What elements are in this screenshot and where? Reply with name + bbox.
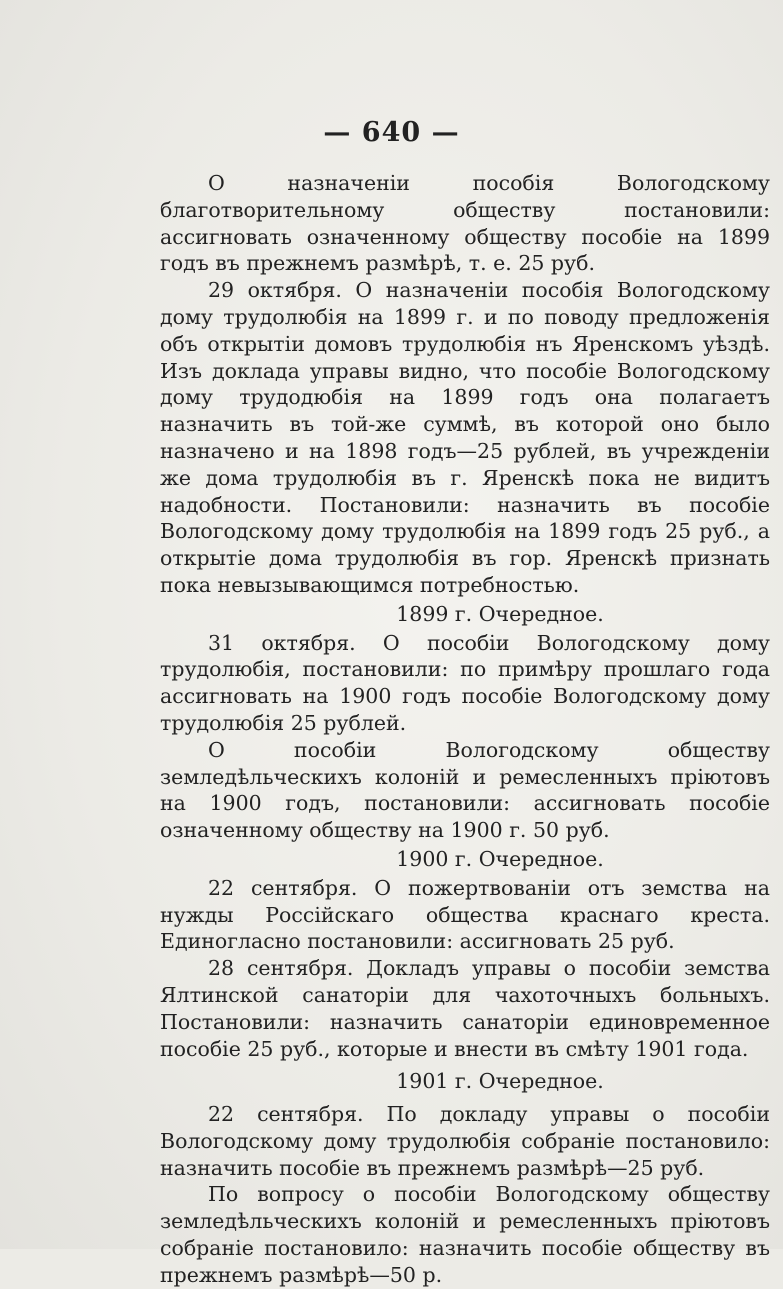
paragraph-2: 29 октября. О назначенiи пособiя Вологодскому дому трудолюбiя на 1899 г. и по поводу предложенiя объ открытiи домовъ трудолюбiя нъ Яренскомъ уѣздѣ. Изъ доклада управы видно, что пособiе Вологодскому дому трудодюбiя на 1899 годъ она полагаетъ назначить въ той-же суммѣ, въ которой оно было назначено и на 1898 годъ—25 рублей, въ учрежденiи же дома трудолюбiя въ г. Яренскѣ пока не видитъ надобности. Постановили: назначить въ пособiе Вологодскому дому трудолюбiя на 1899 годъ 25 руб., а открытiе дома трудолюбiя въ гор. Яренскѣ признать пока невызывающимся потребностью. — [160, 278, 770, 597]
paragraph-3: 31 октября. О пособiи Вологодскому дому трудолюбiя, постановили: по примѣру прошлаго года ассигновать на 1900 годъ пособiе Вологодскому дому трудолюбiя 25 рублей. — [160, 630, 770, 735]
paragraph-1: О назначенiи пособiя Вологодскому благотворительному обществу постановили: ассигновать означенному обществу пособiе на 1899 годъ въ прежнемъ размѣрѣ, т. е. 25 руб. — [160, 171, 770, 276]
section-heading-1899: 1899 г. Очередное. — [396, 601, 604, 626]
text-body — [160, 170, 770, 1289]
section-heading-1900: 1900 г. Очередное. — [396, 846, 604, 871]
paragraph-6: 28 сентября. Докладъ управы о пособiи земства Ялтинской санаторiи для чахоточныхъ больныхъ. Постановили: назначить санаторiи единовременное пособiе 25 руб., которые и внести въ смѣту 1901 года. — [160, 956, 770, 1061]
paragraph-5: 22 сентября. О пожертвованiи отъ земства на нужды Россiйскаго общества краснаго креста. Единогласно постановили: ассигновать 25 руб. — [160, 875, 770, 954]
paragraph-8: По вопросу о пособiи Вологодскому обществу земледѣльческихъ колонiй и ремесленныхъ прiютовъ собранiе постановило: назначить пособiе обществу въ прежнемъ размѣрѣ—50 р. — [160, 1182, 770, 1287]
page-number: — 640 — — [323, 117, 460, 148]
paragraph-7: 22 сентября. По докладу управы о пособiи Вологодскому дому трудолюбiя собранiе постановило: назначить пособiе въ прежнемъ размѣрѣ—25 руб. — [160, 1102, 770, 1180]
section-heading-1901: 1901 г. Очередное. — [396, 1069, 604, 1094]
paragraph-4: О пособiи Вологодскому обществу земледѣльческихъ колонiй и ремесленныхъ прiютовъ на 1900 годъ, постановили: ассигновать пособiе означенному обществу на 1900 г. 50 руб. — [160, 737, 770, 843]
